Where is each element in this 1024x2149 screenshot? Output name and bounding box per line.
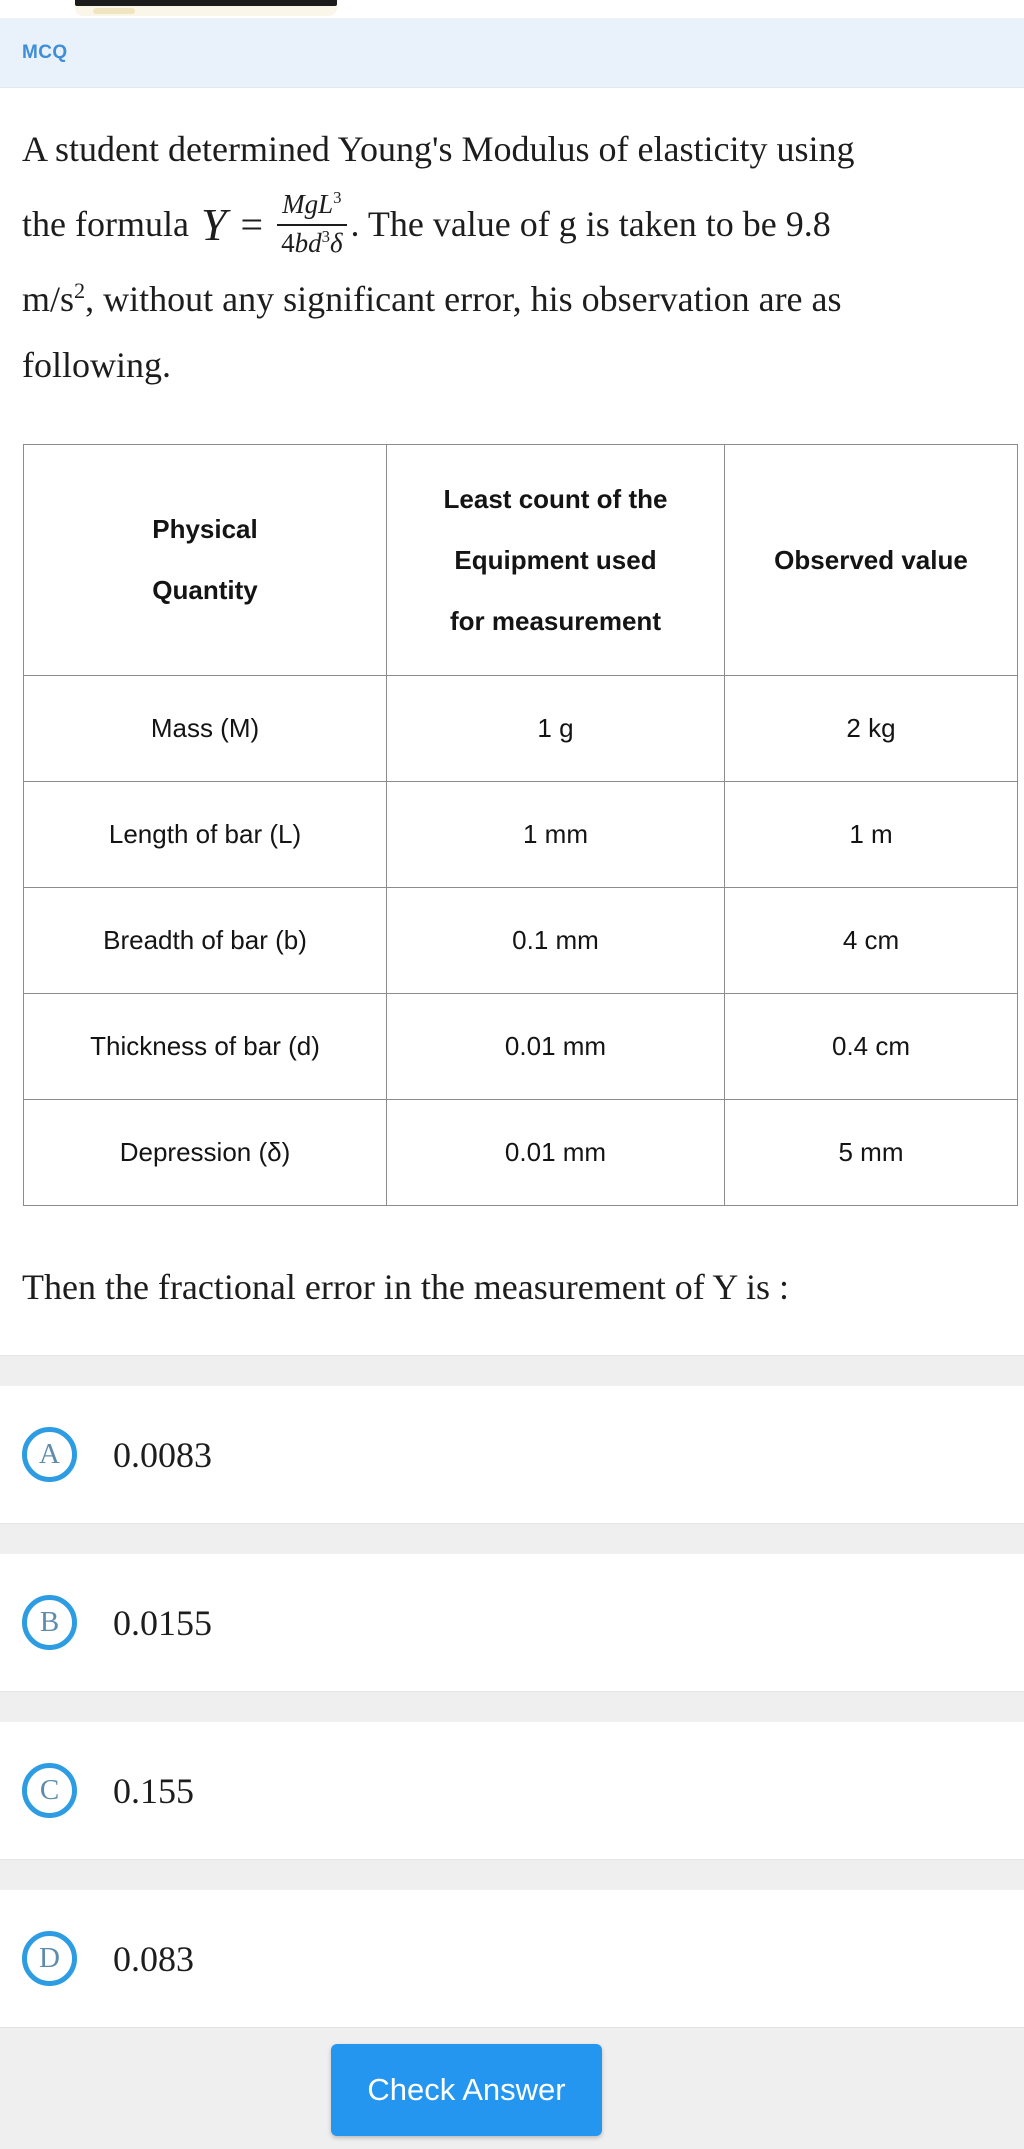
table-cell: 1 mm <box>387 782 725 888</box>
table-cell: 0.4 cm <box>725 994 1018 1100</box>
observation-table <box>23 444 1018 1206</box>
table-cell: 0.1 mm <box>387 888 725 994</box>
table-cell: 0.01 mm <box>387 994 725 1100</box>
check-answer-button[interactable]: Check Answer <box>331 2044 602 2136</box>
option-row-b[interactable] <box>0 1554 1024 1691</box>
formula-fraction <box>277 189 346 260</box>
question-type-band <box>0 18 1024 88</box>
divider <box>0 1355 1024 1386</box>
table-cell: 1 m <box>725 782 1018 888</box>
option-letter: D <box>39 1942 60 1974</box>
footer-bar <box>0 2027 1024 2149</box>
table-cell: Length of bar (L) <box>24 782 387 888</box>
question-text <box>22 116 1002 398</box>
table-cell: Breadth of bar (b) <box>24 888 387 994</box>
formula-lhs: Y <box>200 198 227 250</box>
mcq-badge: MCQ <box>22 41 68 63</box>
table-row-mass <box>24 676 1018 782</box>
truncated-top-bar <box>75 0 337 6</box>
question-line-3: $m/s^2$, without any significant error, his observation are as <box>22 278 842 319</box>
option-value: 0.083 <box>113 1938 194 1979</box>
table-cell: 2 kg <box>725 676 1018 782</box>
divider <box>0 1523 1024 1554</box>
option-letter-badge-c <box>22 1763 77 1818</box>
table-cell: Thickness of bar (d) <box>24 994 387 1100</box>
option-letter: C <box>39 1774 60 1806</box>
fraction-numerator: MgL$^3$ <box>277 189 346 226</box>
table-cell: 0.01 mm <box>387 1100 725 1206</box>
table-cell: 5 mm <box>725 1100 1018 1206</box>
question-line-4: following. <box>22 345 171 385</box>
table-row-length <box>24 782 1018 888</box>
truncated-top-element <box>75 0 337 16</box>
option-value: 0.0155 <box>113 1602 212 1643</box>
formula-prefix: the formula <box>22 204 189 244</box>
fraction-denominator: $4bd^3\delta$ <box>281 226 343 258</box>
header-observed-value: Observed value <box>725 445 1018 676</box>
option-letter: B <box>39 1606 60 1638</box>
table-row-depression <box>24 1100 1018 1206</box>
divider <box>0 1691 1024 1722</box>
question-line-2 <box>22 182 1002 266</box>
table-cell: Depression (δ) <box>24 1100 387 1206</box>
formula-suffix: . The value of g is taken to be 9.8 <box>350 204 831 244</box>
option-value: 0.155 <box>113 1770 194 1811</box>
table-cell: 4 cm <box>725 888 1018 994</box>
option-letter: A <box>39 1438 60 1470</box>
table-cell: 1 g <box>387 676 725 782</box>
option-row-c[interactable] <box>0 1722 1024 1859</box>
truncated-top-blob <box>93 8 135 14</box>
table-row-thickness <box>24 994 1018 1100</box>
option-letter-badge-a <box>22 1427 77 1482</box>
table-cell: Mass (M) <box>24 676 387 782</box>
table-header-row <box>24 445 1018 676</box>
divider <box>0 1859 1024 1890</box>
option-letter-badge-b <box>22 1595 77 1650</box>
table-row-breadth <box>24 888 1018 994</box>
option-row-d[interactable] <box>0 1890 1024 2027</box>
header-least-count: Least count of the Equipment used for measurement <box>387 445 725 676</box>
option-value: 0.0083 <box>113 1434 212 1475</box>
option-letter-badge-d <box>22 1931 77 1986</box>
header-physical-quantity: Physical Quantity <box>24 445 387 676</box>
prompt-text: Then the fractional error in the measurement of Y is : <box>22 1267 790 1307</box>
question-line-1: A student determined Young's Modulus of elasticity using <box>22 129 855 169</box>
formula-equals: = <box>240 201 264 247</box>
option-row-a[interactable] <box>0 1386 1024 1523</box>
